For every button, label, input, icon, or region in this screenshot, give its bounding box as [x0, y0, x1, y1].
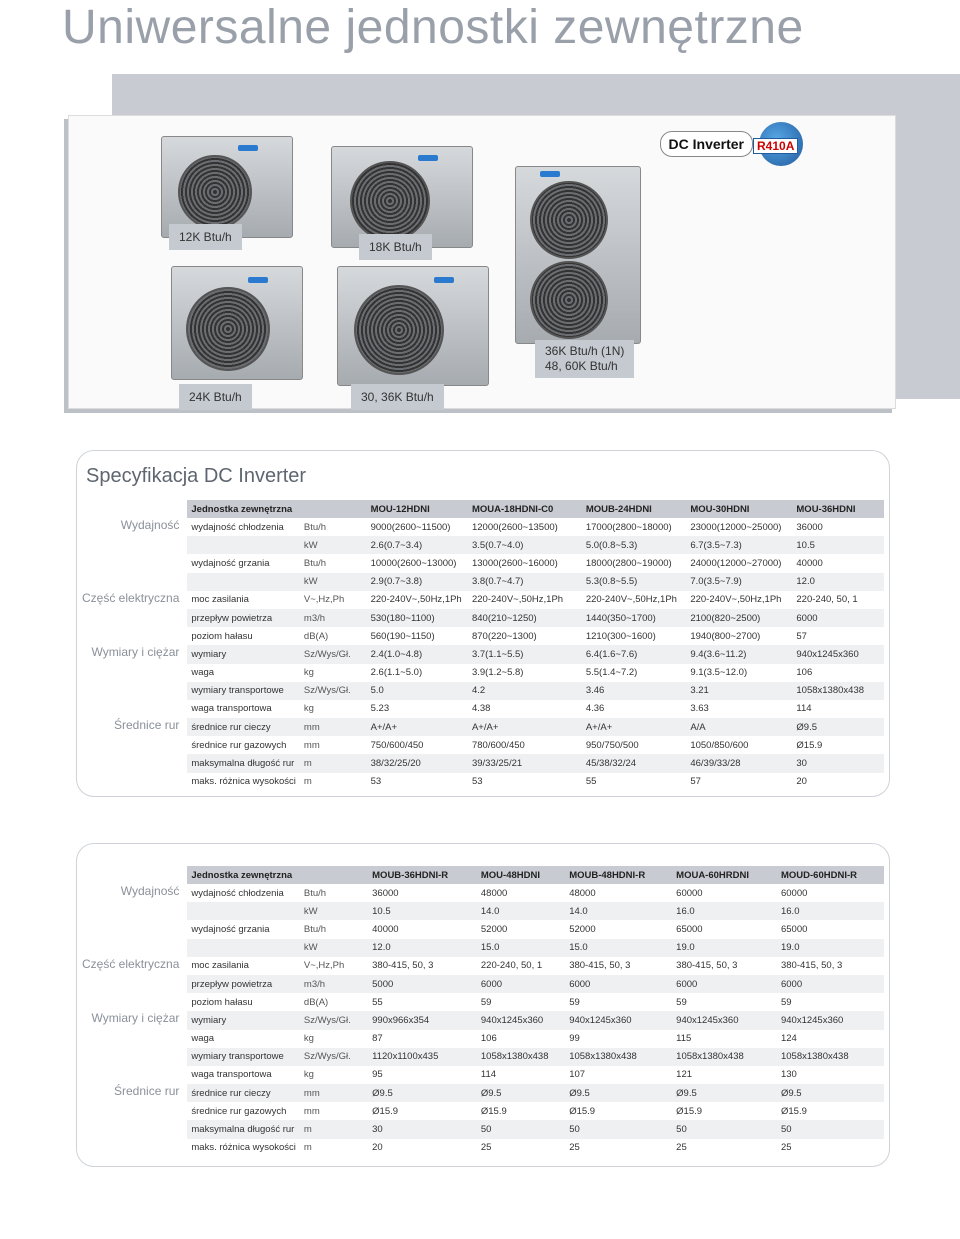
- dc-inverter-badge: [660, 131, 753, 157]
- cell-value: 48000: [569, 887, 596, 899]
- header-spacer: [78, 866, 187, 884]
- row-unit: Btu/h: [303, 887, 327, 899]
- cell-value: 45/38/32/24: [582, 754, 686, 772]
- table-row: [78, 518, 884, 536]
- cell-value: 5.3(0.8~5.5): [582, 573, 686, 591]
- cell-value: 40000: [796, 557, 823, 569]
- cell-value: 380-415, 50, 3: [676, 960, 738, 972]
- row-label: wymiary transportowe: [187, 1048, 300, 1066]
- cell-value: Ø15.9: [780, 1105, 807, 1117]
- cell-value: 24000(12000~27000): [690, 557, 782, 569]
- table-row: [78, 609, 884, 627]
- cell-value: 15.0: [477, 939, 565, 957]
- cell-value: 14.0: [565, 902, 672, 920]
- row-unit: m: [300, 1120, 368, 1138]
- row-unit: kW: [300, 902, 368, 920]
- row-unit: kW: [300, 536, 367, 554]
- row-unit: mm: [303, 1105, 320, 1117]
- row-unit: Sz/Wys/Gł.: [300, 645, 367, 663]
- cell-value: 19.0: [672, 939, 777, 957]
- row-label: wydajność grzania: [191, 557, 270, 569]
- cell-value: 6.7(3.5~7.3): [686, 536, 792, 554]
- cell-value: Ø9.5: [368, 1084, 477, 1102]
- product-photo: [68, 115, 896, 409]
- model-header: MOU-12HDNI: [367, 500, 468, 518]
- row-unit: V~,Hz,Ph: [303, 594, 345, 606]
- brand-logo: [238, 145, 258, 151]
- cell-value: 940x1245x360: [777, 1011, 884, 1029]
- cell-value: Ø9.5: [777, 1084, 884, 1102]
- cell-value: 3.7(1.1~5.5): [468, 645, 582, 663]
- row-label: waga transportowa: [191, 1069, 272, 1081]
- cell-value: 87: [372, 1033, 383, 1045]
- cell-value: 220-240V~,50Hz,1Ph: [690, 594, 782, 606]
- header-spacer: [78, 500, 187, 518]
- row-unit: m: [300, 754, 367, 772]
- row-unit: kg: [303, 1069, 314, 1081]
- cell-value: 15.0: [565, 939, 672, 957]
- dc-inverter-label: DC Inverter: [668, 136, 744, 152]
- table-row: [78, 718, 884, 736]
- cell-value: 106: [480, 1033, 497, 1045]
- cell-value: 220-240V~,50Hz,1Ph: [585, 594, 677, 606]
- caption-30-36k: 30, 36K Btu/h: [351, 384, 444, 410]
- table-row: [78, 1139, 884, 1157]
- row-section-label: Średnice rur: [114, 1084, 180, 1099]
- cell-value: 16.0: [777, 902, 884, 920]
- cell-value: 60000: [676, 887, 703, 899]
- table-row: [78, 682, 884, 700]
- table-row: [78, 1030, 884, 1048]
- row-section-label: Wydajność: [120, 518, 180, 532]
- cell-value: 18000(2800~19000): [585, 557, 672, 569]
- row-unit: m: [303, 1142, 312, 1154]
- table-row: [78, 591, 884, 609]
- cell-value: Ø9.5: [792, 718, 884, 736]
- cell-value: 10.5: [368, 902, 477, 920]
- cell-value: 220-240, 50, 1: [796, 594, 858, 606]
- cell-value: 59: [780, 996, 792, 1008]
- row-unit: dB(A): [303, 996, 329, 1008]
- cell-value: 220-240V~,50Hz,1Ph: [471, 594, 564, 606]
- cell-value: 25: [676, 1142, 687, 1154]
- model-header: MOUB-24HDNI: [582, 500, 686, 518]
- row-unit: Btu/h: [303, 521, 327, 533]
- row-label: wydajność chłodzenia: [191, 521, 284, 533]
- cell-value: 3.8(0.7~4.7): [468, 573, 582, 591]
- row-label: waga: [191, 667, 215, 679]
- row-label: poziom hałasu: [191, 996, 253, 1008]
- row-unit: dB(A): [303, 630, 329, 642]
- cell-value: 60000: [780, 887, 808, 899]
- header-label: Jednostka zewnętrzna: [187, 500, 366, 518]
- table-row: [78, 664, 884, 682]
- cell-value: A/A: [686, 718, 792, 736]
- row-label: [187, 536, 300, 554]
- cell-value: 17000(2800~18000): [585, 521, 672, 533]
- cell-value: 4.2: [468, 682, 582, 700]
- cell-value: 1058x1380x438: [672, 1048, 777, 1066]
- cell-value: 950/750/500: [585, 739, 639, 751]
- cell-value: 65000: [676, 923, 703, 935]
- cell-value: 106: [796, 667, 813, 679]
- cell-value: 780/600/450: [471, 739, 525, 751]
- row-section-label: Średnice rur: [114, 718, 180, 733]
- cell-value: 6000: [777, 975, 884, 993]
- cell-value: 6000: [477, 975, 565, 993]
- row-section-label: Wydajność: [120, 884, 180, 898]
- cell-value: 59: [676, 996, 687, 1008]
- row-label: maksymalna długość rur: [187, 1120, 300, 1138]
- cell-value: 50: [777, 1120, 884, 1138]
- cell-value: 940x1245x360: [792, 645, 884, 663]
- table-row: [78, 1120, 884, 1138]
- cell-value: Ø15.9: [480, 1105, 507, 1117]
- cell-value: 9.1(3.5~12.0): [690, 667, 748, 679]
- cell-value: 3.5(0.7~4.0): [468, 536, 582, 554]
- cell-value: 1058x1380x438: [565, 1048, 672, 1066]
- cell-value: 65000: [780, 923, 808, 935]
- table-row: [78, 902, 884, 920]
- row-label: maks. różnica wysokości: [191, 1142, 296, 1154]
- cell-value: Ø15.9: [372, 1105, 399, 1117]
- outdoor-unit-30k: [337, 266, 489, 386]
- cell-value: 5.0: [367, 682, 468, 700]
- cell-value: 2.6(0.7~3.4): [367, 536, 468, 554]
- cell-value: 23000(12000~25000): [690, 521, 782, 533]
- fan-grille-top: [530, 181, 608, 259]
- caption-18k: 18K Btu/h: [359, 234, 432, 260]
- row-unit: Btu/h: [303, 923, 327, 935]
- cell-value: 380-415, 50, 3: [780, 960, 843, 972]
- cell-value: 5.0(0.8~5.3): [582, 536, 686, 554]
- outdoor-unit-48k: [515, 166, 641, 344]
- cell-value: 1050/850/600: [690, 739, 749, 751]
- row-label: wymiary: [187, 645, 300, 663]
- cell-value: Ø15.9: [676, 1105, 703, 1117]
- fan-grille-bottom: [530, 261, 608, 339]
- row-unit: kW: [300, 939, 368, 957]
- table-row: [78, 627, 884, 645]
- table-row: [78, 884, 884, 902]
- cell-value: 4.36: [585, 703, 605, 715]
- cell-value: Ø9.5: [672, 1084, 777, 1102]
- row-unit: mm: [300, 718, 367, 736]
- row-label: [187, 939, 300, 957]
- cell-value: 55: [585, 776, 597, 788]
- r410a-label: R410A: [753, 138, 798, 154]
- row-label: średnice rur cieczy: [187, 1084, 300, 1102]
- row-section-label: Część elektryczna: [82, 590, 180, 605]
- cell-value: 1120x1100x435: [368, 1048, 477, 1066]
- cell-value: 36000: [796, 521, 823, 533]
- row-label: średnice rur gazowych: [191, 1105, 287, 1117]
- row-label: poziom hałasu: [191, 630, 253, 642]
- cell-value: 220-240V~,50Hz,1Ph: [370, 594, 462, 606]
- cell-value: Ø9.5: [565, 1084, 672, 1102]
- row-label: średnice rur cieczy: [187, 718, 300, 736]
- cell-value: 380-415, 50, 3: [372, 960, 434, 972]
- cell-value: 30: [792, 754, 884, 772]
- cell-value: 12000(2600~13500): [471, 521, 558, 533]
- cell-value: 124: [780, 1033, 797, 1045]
- cell-value: 2100(820~2500): [686, 609, 792, 627]
- cell-value: 52000: [569, 923, 596, 935]
- cell-value: 10.5: [792, 536, 884, 554]
- row-unit: m3/h: [300, 975, 368, 993]
- row-label: przepływ powietrza: [187, 975, 300, 993]
- cell-value: 13000(2600~16000): [471, 557, 558, 569]
- cell-value: 9000(2600~11500): [370, 521, 451, 533]
- cell-value: 39/33/25/21: [468, 754, 582, 772]
- table-header: [78, 866, 884, 884]
- cell-value: 99: [569, 1033, 580, 1045]
- cell-value: 121: [676, 1069, 693, 1081]
- cell-value: 1440(350~1700): [582, 609, 686, 627]
- row-unit: V~,Hz,Ph: [303, 960, 345, 972]
- cell-value: 6000: [792, 609, 884, 627]
- table-header: [78, 500, 884, 518]
- row-label: wydajność grzania: [191, 923, 270, 935]
- cell-value: 95: [372, 1069, 383, 1081]
- caption-36k-1n: 36K Btu/h (1N): [545, 344, 625, 358]
- row-unit: kg: [303, 1033, 314, 1045]
- cell-value: 1058x1380x438: [477, 1048, 565, 1066]
- cell-value: 3.46: [582, 682, 686, 700]
- cell-value: 55: [372, 996, 383, 1008]
- cell-value: 3.21: [686, 682, 792, 700]
- fan-grille: [350, 161, 430, 241]
- outdoor-unit-24k: [171, 266, 303, 380]
- cell-value: Ø15.9: [569, 1105, 596, 1117]
- row-unit: kg: [303, 703, 314, 715]
- fan-grille: [186, 287, 270, 371]
- brand-logo: [248, 277, 268, 283]
- cell-value: 46/39/33/28: [686, 754, 792, 772]
- cell-value: 114: [796, 703, 812, 715]
- cell-value: 16.0: [672, 902, 777, 920]
- row-section-label: Wymiary i ciężar: [91, 1011, 180, 1026]
- table-row: [78, 1084, 884, 1102]
- cell-value: 2.4(1.0~4.8): [367, 645, 468, 663]
- table-row: [78, 573, 884, 591]
- cell-value: 5000: [368, 975, 477, 993]
- table-row: [78, 939, 884, 957]
- outdoor-unit-18k: [331, 146, 473, 248]
- brand-logo: [418, 155, 438, 161]
- row-label: średnice rur gazowych: [191, 739, 287, 751]
- table-row: [78, 773, 884, 791]
- cell-value: 990x966x354: [368, 1011, 477, 1029]
- caption-36k-48-60k: [535, 340, 634, 378]
- badges: [660, 122, 803, 166]
- caption-48-60k: 48, 60K Btu/h: [545, 359, 618, 373]
- cell-value: 3.63: [690, 703, 709, 715]
- cell-value: 38/32/25/20: [367, 754, 468, 772]
- brand-logo: [540, 171, 560, 177]
- cell-value: 12.0: [368, 939, 477, 957]
- row-label: wymiary: [187, 1011, 300, 1029]
- model-header: MOUB-48HDNI-R: [565, 866, 672, 884]
- cell-value: 940x1245x360: [477, 1011, 565, 1029]
- table-row: [78, 754, 884, 772]
- cell-value: 3.9(1.2~5.8): [471, 667, 524, 679]
- cell-value: 840(210~1250): [468, 609, 582, 627]
- row-label: maks. różnica wysokości: [191, 776, 296, 788]
- row-unit: kg: [303, 667, 314, 679]
- row-label: przepływ powietrza: [187, 609, 300, 627]
- section-title: Specyfikacja DC Inverter: [86, 465, 307, 487]
- fan-grille: [354, 285, 444, 375]
- row-unit: mm: [303, 739, 320, 751]
- cell-value: 36000: [372, 887, 399, 899]
- cell-value: 53: [370, 776, 382, 788]
- cell-value: 20: [372, 1142, 383, 1154]
- cell-value: Ø15.9: [796, 739, 823, 751]
- row-label: [187, 902, 300, 920]
- cell-value: 50: [477, 1120, 565, 1138]
- cell-value: 1940(800~2700): [690, 630, 761, 642]
- cell-value: 4.38: [471, 703, 491, 715]
- cell-value: A+/A+: [367, 718, 468, 736]
- r410a-globe-icon: [759, 122, 803, 166]
- cell-value: A+/A+: [468, 718, 582, 736]
- row-unit: Sz/Wys/Gł.: [300, 682, 367, 700]
- cell-value: 57: [796, 630, 807, 642]
- cell-value: 53: [471, 776, 483, 788]
- table-row: [78, 536, 884, 554]
- header-label: Jednostka zewnętrzna: [187, 866, 368, 884]
- cell-value: 9.4(3.6~11.2): [686, 645, 792, 663]
- cell-value: 560(190~1150): [370, 630, 435, 642]
- cell-value: 220-240, 50, 1: [480, 960, 543, 972]
- cell-value: 380-415, 50, 3: [569, 960, 631, 972]
- cell-value: 40000: [372, 923, 399, 935]
- cell-value: 59: [569, 996, 580, 1008]
- table-row: [78, 957, 884, 975]
- fan-grille: [178, 155, 252, 229]
- row-label: moc zasilania: [191, 960, 249, 972]
- spec-table-1: [78, 500, 884, 791]
- cell-value: 25: [569, 1142, 580, 1154]
- cell-value: 940x1245x360: [672, 1011, 777, 1029]
- row-label: waga transportowa: [191, 703, 272, 715]
- cell-value: 530(180~1100): [367, 609, 468, 627]
- cell-value: 5.23: [370, 703, 390, 715]
- cell-value: 50: [565, 1120, 672, 1138]
- cell-value: 12.0: [792, 573, 884, 591]
- cell-value: 6.4(1.6~7.6): [582, 645, 686, 663]
- cell-value: 1210(300~1600): [585, 630, 656, 642]
- cell-value: 114: [480, 1069, 497, 1081]
- row-label: [187, 573, 300, 591]
- row-unit: m: [303, 776, 312, 788]
- cell-value: 19.0: [777, 939, 884, 957]
- model-header: MOU-30HDNI: [686, 500, 792, 518]
- cell-value: 940x1245x360: [565, 1011, 672, 1029]
- model-header: MOU-48HDNI: [477, 866, 565, 884]
- table-row: [78, 736, 884, 754]
- table-row: [78, 1048, 884, 1066]
- row-section-label: Wymiary i ciężar: [91, 645, 180, 660]
- spec-table-2: [78, 866, 884, 1157]
- caption-24k: 24K Btu/h: [179, 384, 252, 410]
- model-header: MOUA-60HRDNI: [672, 866, 777, 884]
- cell-value: 50: [672, 1120, 777, 1138]
- cell-value: Ø9.5: [477, 1084, 565, 1102]
- row-section-label: Część elektryczna: [82, 956, 180, 971]
- table-row: [78, 975, 884, 993]
- cell-value: 14.0: [477, 902, 565, 920]
- cell-value: 2.9(0.7~3.8): [367, 573, 468, 591]
- cell-value: 25: [780, 1142, 792, 1154]
- cell-value: 1058x1380x438: [792, 682, 884, 700]
- table-row: [78, 1066, 884, 1084]
- cell-value: 20: [796, 776, 807, 788]
- cell-value: 5.5(1.4~7.2): [585, 667, 638, 679]
- model-header: MOU-36HDNI: [792, 500, 884, 518]
- cell-value: 6000: [565, 975, 672, 993]
- cell-value: A+/A+: [582, 718, 686, 736]
- cell-value: 57: [690, 776, 701, 788]
- cell-value: 6000: [672, 975, 777, 993]
- brand-logo: [434, 277, 454, 283]
- model-header: MOUB-36HDNI-R: [368, 866, 477, 884]
- row-unit: mm: [300, 1084, 368, 1102]
- row-label: wymiary transportowe: [187, 682, 300, 700]
- table-row: [78, 1011, 884, 1029]
- page-title: Uniwersalne jednostki zewnętrzne: [62, 1, 804, 54]
- row-unit: Sz/Wys/Gł.: [300, 1048, 368, 1066]
- model-header: MOUA-18HDNI-C0: [468, 500, 582, 518]
- cell-value: 10000(2600~13000): [370, 557, 457, 569]
- cell-value: 48000: [480, 887, 508, 899]
- row-unit: Btu/h: [303, 557, 327, 569]
- table-row: [78, 645, 884, 663]
- row-label: wydajność chłodzenia: [191, 887, 284, 899]
- cell-value: 25: [480, 1142, 492, 1154]
- row-label: moc zasilania: [191, 594, 249, 606]
- table-row: [78, 993, 884, 1011]
- model-header: MOUD-60HDNI-R: [777, 866, 884, 884]
- cell-value: 2.6(1.1~5.0): [370, 667, 423, 679]
- caption-12k: 12K Btu/h: [169, 224, 242, 250]
- row-label: maksymalna długość rur: [187, 754, 300, 772]
- table-row: [78, 700, 884, 718]
- row-label: waga: [191, 1033, 215, 1045]
- cell-value: 52000: [480, 923, 508, 935]
- row-unit: Sz/Wys/Gł.: [300, 1011, 368, 1029]
- cell-value: 107: [569, 1069, 586, 1081]
- cell-value: 7.0(3.5~7.9): [686, 573, 792, 591]
- cell-value: 870(220~1300): [471, 630, 537, 642]
- table-row: [78, 554, 884, 572]
- cell-value: 59: [480, 996, 492, 1008]
- cell-value: 115: [676, 1033, 692, 1045]
- table-row: [78, 920, 884, 938]
- cell-value: 1058x1380x438: [777, 1048, 884, 1066]
- outdoor-unit-12k: [161, 136, 293, 238]
- table-row: [78, 1102, 884, 1120]
- cell-value: 750/600/450: [370, 739, 424, 751]
- cell-value: 30: [368, 1120, 477, 1138]
- cell-value: 130: [780, 1069, 797, 1081]
- row-unit: kW: [300, 573, 367, 591]
- row-unit: m3/h: [300, 609, 367, 627]
